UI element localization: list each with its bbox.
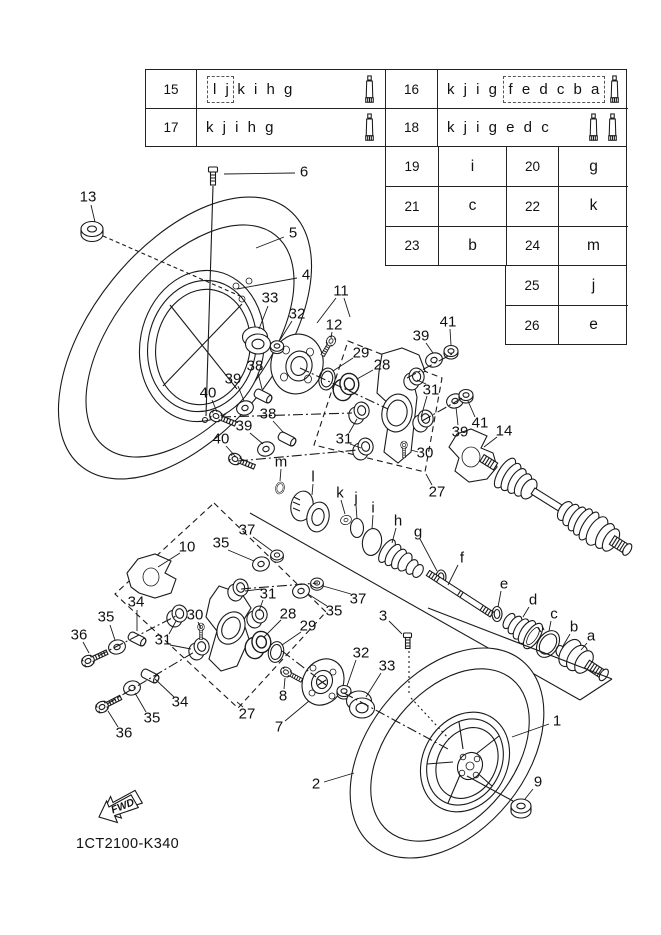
table-cell-24-letter: m	[558, 226, 628, 265]
leader-line	[110, 625, 115, 640]
valve-stem-3	[404, 633, 412, 649]
callout-label-39: 39	[224, 370, 242, 388]
callout-label-39: 39	[451, 423, 469, 441]
ref-table-bottom	[505, 266, 627, 345]
callout-label-32: 32	[288, 305, 306, 323]
callout-label-e: e	[499, 575, 509, 593]
callout-label-31: 31	[335, 430, 353, 448]
callout-label-32: 32	[352, 644, 370, 662]
callout-label-28: 28	[373, 356, 391, 374]
leader-line	[347, 660, 356, 686]
callout-label-40: 40	[199, 384, 217, 402]
callout-label-38: 38	[259, 405, 277, 423]
table-cell-18-letters: k j i g e d c	[437, 108, 628, 146]
callout-label-35: 35	[97, 608, 115, 626]
callout-label-29: 29	[299, 617, 317, 635]
wheel-hub-rear	[294, 651, 352, 712]
callout-label-35: 35	[143, 709, 161, 727]
callout-label-a: a	[586, 627, 596, 645]
callout-label-36: 36	[115, 724, 133, 742]
table-cell-20-letter: g	[558, 147, 628, 186]
leader-line	[456, 407, 458, 425]
table-cell-26-letter: e	[558, 305, 628, 344]
callout-label-13: 13	[79, 188, 97, 206]
callout-label-1: 1	[552, 712, 562, 730]
bolt-30-lower	[198, 623, 205, 640]
leader-line	[323, 586, 351, 594]
drive-axle-14	[480, 455, 634, 557]
table-cell-20-num: 20	[506, 147, 558, 186]
bolt-8	[279, 665, 304, 684]
callout-label-29: 29	[352, 344, 370, 362]
nut-41b	[459, 390, 473, 404]
table-cell-16-num: 16	[385, 70, 437, 108]
table-cell-21-letter: c	[438, 186, 506, 225]
washer-39b	[256, 440, 276, 459]
washer-35c	[107, 638, 127, 656]
pin-38b	[277, 431, 297, 447]
callout-label-30: 30	[416, 444, 434, 462]
leader-line	[523, 607, 529, 617]
leader-line	[333, 358, 353, 371]
callout-label-27: 27	[238, 705, 256, 723]
leader-line	[280, 469, 281, 481]
callout-label-3: 3	[378, 607, 388, 625]
callout-label-k: k	[336, 484, 344, 502]
leader-line	[426, 343, 433, 353]
callout-label-8: 8	[278, 687, 288, 705]
table-cell-24-num: 24	[506, 226, 558, 265]
nut-37a	[271, 550, 284, 562]
leader-line	[224, 173, 295, 174]
bolt-40b	[227, 451, 257, 472]
grease-tube-icon	[363, 113, 376, 142]
callout-label-41: 41	[471, 414, 489, 432]
callout-label-39: 39	[412, 327, 430, 345]
callout-label-4: 4	[301, 266, 311, 284]
callout-label-d: d	[528, 591, 538, 609]
leader-line	[366, 673, 381, 697]
wheel-nut-9	[511, 799, 531, 818]
callout-label-39: 39	[235, 417, 253, 435]
callout-label-j: j	[354, 489, 358, 507]
grease-tube-icon	[363, 75, 376, 104]
fwd-arrow	[95, 786, 145, 828]
boot-h	[375, 537, 425, 579]
leader-line	[312, 484, 313, 495]
table-cell-22-num: 22	[506, 186, 558, 225]
callout-label-i: i	[371, 499, 375, 517]
leader-line	[285, 701, 309, 721]
leader-line	[273, 421, 284, 433]
callout-label-5: 5	[288, 224, 298, 242]
callout-label-27: 27	[428, 483, 446, 501]
oring-j	[351, 519, 364, 538]
valve-stem-6	[209, 167, 218, 185]
grease-tube-icon	[587, 113, 619, 142]
pin-34b	[140, 668, 160, 684]
table-cell-19-letter: i	[438, 147, 506, 186]
axle-shaft-f	[426, 570, 493, 616]
callout-label-34: 34	[127, 593, 145, 611]
table-cell-17-num: 17	[146, 108, 196, 146]
callout-label-c: c	[550, 605, 558, 623]
fwd-label: FWD	[109, 796, 137, 817]
callout-label-b: b	[569, 618, 579, 636]
nut-32-front	[270, 341, 283, 354]
callout-label-11: 11	[333, 282, 349, 300]
table-cell-25-num: 25	[524, 278, 540, 293]
leader-line	[549, 621, 551, 631]
dashed-group: l j	[207, 76, 234, 103]
callout-label-31: 31	[154, 631, 172, 649]
callout-label-14: 14	[495, 422, 513, 440]
grease-tube-icon	[608, 75, 621, 104]
callout-label-m: m	[274, 453, 288, 471]
hub-bolt-12	[319, 334, 338, 357]
callout-label-g: g	[413, 523, 423, 541]
callout-label-41: 41	[439, 313, 457, 331]
part-code: 1CT2100-K340	[76, 836, 180, 852]
leader-line	[264, 620, 281, 637]
ref-table-mid	[385, 147, 627, 266]
nut-37b	[311, 578, 324, 590]
leader-line	[525, 789, 533, 799]
callout-label-35: 35	[325, 602, 343, 620]
leader-line	[357, 370, 373, 379]
circlip-m	[274, 481, 285, 495]
table-cell-15-letters: l j k i h g	[196, 70, 385, 108]
callout-label-34: 34	[171, 693, 189, 711]
callout-label-9: 9	[533, 773, 543, 791]
table-cell-21-num: 21	[386, 186, 438, 225]
callout-label-6: 6	[299, 163, 309, 181]
leader-line	[282, 632, 301, 645]
leader-line	[356, 505, 357, 519]
callout-label-33: 33	[261, 289, 279, 307]
leader-line	[341, 500, 345, 514]
callout-label-7: 7	[274, 718, 284, 736]
table-cell-23-num: 23	[386, 226, 438, 265]
joint-housing-l	[288, 489, 332, 534]
table-cell-16-letters: k j i g f e d c b a	[437, 70, 628, 108]
table-cell-18-num: 18	[385, 108, 437, 146]
callout-label-37: 37	[238, 521, 256, 539]
callout-label-2: 2	[311, 775, 321, 793]
callout-label-35: 35	[212, 534, 230, 552]
circlip-e	[492, 607, 502, 622]
leader-line	[228, 550, 254, 561]
callout-label-30: 30	[186, 606, 204, 624]
bushing-31e	[165, 604, 189, 628]
collar-33-rear	[347, 691, 375, 718]
leader-line	[91, 205, 95, 222]
leader-line	[344, 298, 350, 317]
table-cell-25-letter: j	[558, 266, 628, 305]
pin-38a	[253, 388, 273, 404]
leader-line	[389, 621, 402, 634]
leader-line	[372, 515, 373, 529]
ref-table-top	[145, 69, 627, 147]
leader-line	[250, 433, 263, 444]
leader-line	[450, 329, 451, 345]
callout-label-31: 31	[422, 381, 440, 399]
bushing-31b	[351, 437, 375, 461]
callout-label-f: f	[459, 549, 465, 567]
table-cell-26-num: 26	[506, 305, 558, 344]
callout-label-37: 37	[349, 590, 367, 608]
washer-35a	[251, 555, 271, 573]
callout-label-40: 40	[212, 430, 230, 448]
callout-label-33: 33	[378, 657, 396, 675]
table-cell-19-num: 19	[404, 159, 420, 175]
wheel-nut-13	[81, 222, 103, 242]
callout-label-36: 36	[70, 626, 88, 644]
callout-label-10: 10	[178, 538, 196, 556]
callout-label-31: 31	[259, 585, 277, 603]
callout-label-12: 12	[325, 316, 343, 334]
leader-line	[83, 642, 89, 653]
table-cell-22-letter: k	[558, 186, 628, 225]
callout-label-38: 38	[246, 357, 264, 375]
callout-label-h: h	[393, 512, 403, 530]
washer-35d	[122, 679, 142, 697]
leader-line	[448, 565, 458, 585]
leader-line	[253, 537, 272, 551]
table-cell-17-letters: k j i h g	[196, 108, 385, 146]
dashed-group: f e d c b a	[503, 76, 605, 103]
leader-line	[324, 773, 354, 782]
callout-label-28: 28	[279, 605, 297, 623]
bolt-36a	[80, 647, 110, 669]
table-cell-15-num: 15	[163, 81, 179, 97]
leader-line	[498, 591, 501, 607]
table-cell-23-letter: b	[438, 226, 506, 265]
callout-label-l: l	[311, 468, 315, 486]
